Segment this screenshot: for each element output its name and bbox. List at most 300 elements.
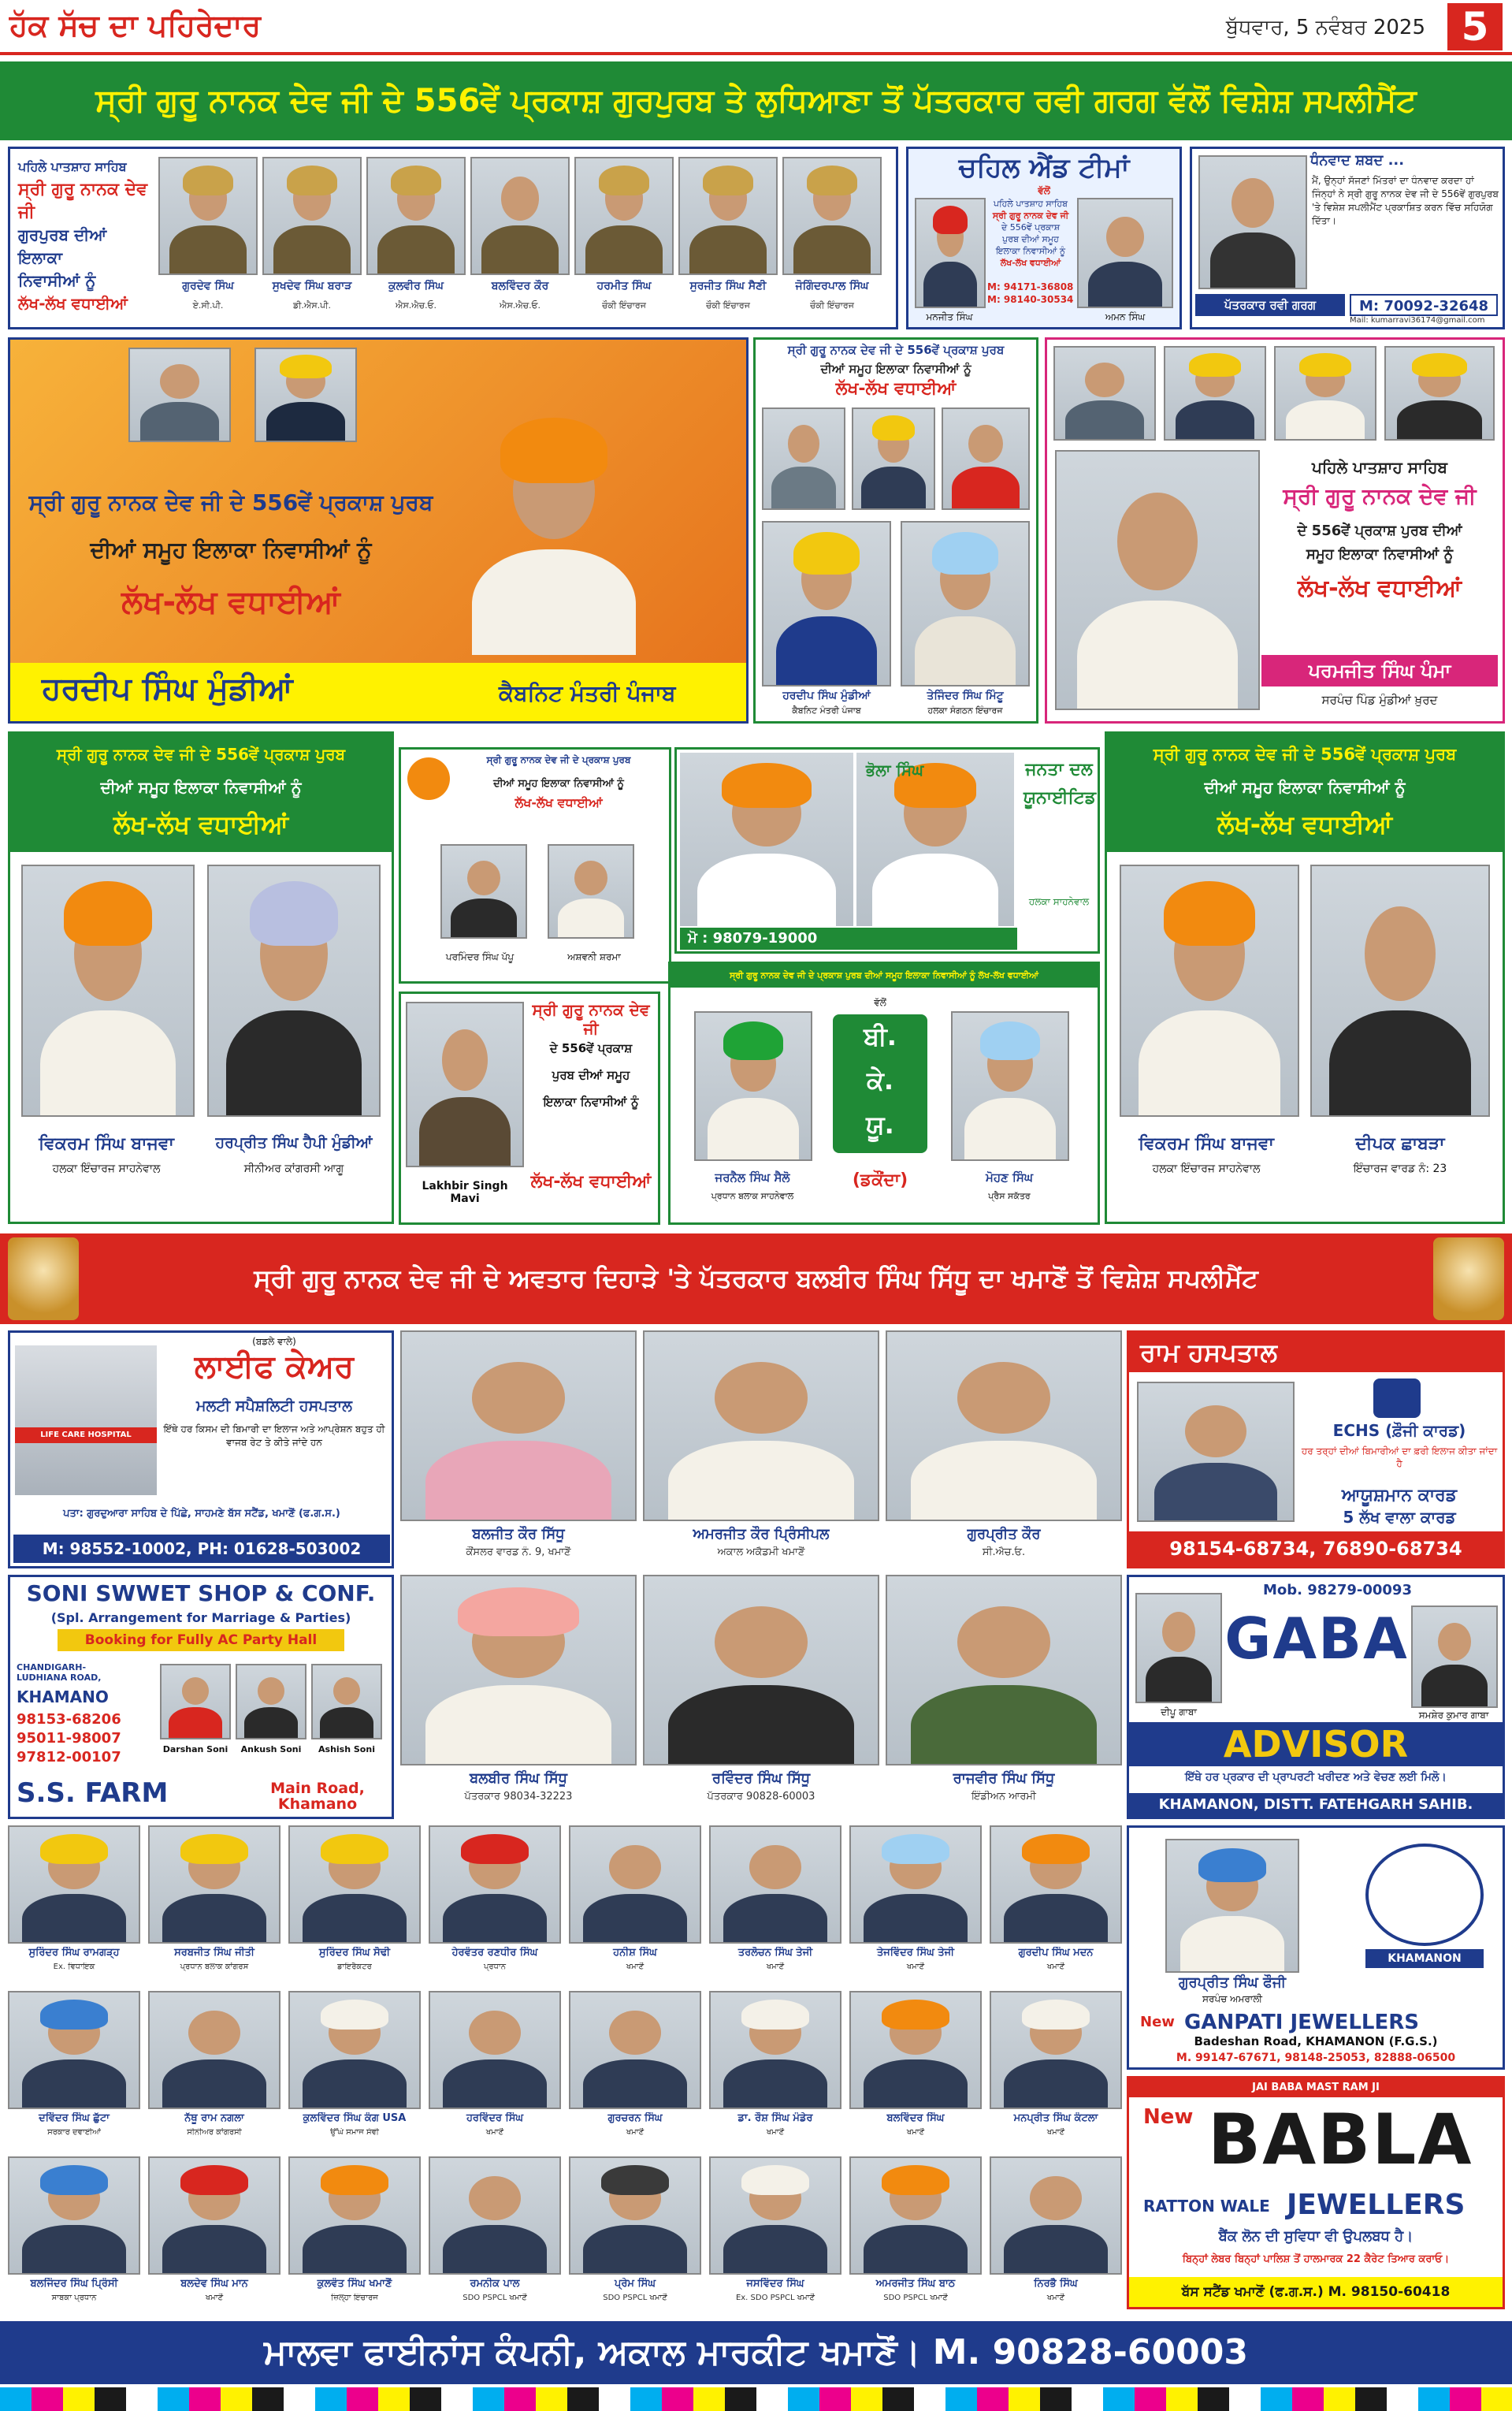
mann-photo [254, 348, 357, 442]
pamma-top-photo-1 [1053, 346, 1156, 441]
officer-role: ਐਸ.ਐਚ.ਓ. [396, 300, 437, 311]
chahal-line: ਸ੍ਰੀ ਗੁਰੂ ਨਾਨਕ ਦੇਵ ਜੀ [992, 210, 1069, 221]
chahal-text [987, 198, 1074, 269]
officer-name: ਹਰਮੀਤ ਸਿੰਘ [596, 280, 652, 292]
soni-farm: S.S. FARM [17, 1777, 169, 1809]
grid-photo [709, 2156, 841, 2275]
bajwa-left-line-1: ਸ੍ਰੀ ਗੁਰੂ ਨਾਨਕ ਦੇਵ ਜੀ ਦੇ 556ਵੇਂ ਪ੍ਰਕਾਸ਼ ਪੁਰਬ [56, 745, 346, 764]
bajwa-left-photo-1 [21, 865, 195, 1117]
bhola-name: ਭੋਲਾ ਸਿੰਘ [866, 761, 924, 779]
pamma-ad [1045, 337, 1505, 724]
middle-name-2: ਤੇਜਿੰਦਰ ਸਿੰਘ ਮਿੰਟੂ [927, 690, 1004, 702]
person-name: ਅਮਰਜੀਤ ਕੌਰ ਪ੍ਰਿੰਸੀਪਲ [693, 1526, 830, 1542]
grid-role: ਖਮਾਣੋਂ [1046, 1963, 1065, 1971]
bajwa-left-photo-2 [207, 865, 381, 1117]
grid-name: ਕੁਲਵੰਤ ਸਿੰਘ ਖਮਾਣੋਂ [317, 2278, 392, 2290]
soni-phone-1: 98153-68206 [17, 1711, 121, 1728]
person-role: ਪੱਤਰਕਾਰ 90828-60003 [707, 1791, 815, 1803]
soni-road: CHANDIGARH-LUDHIANA ROAD, [17, 1662, 102, 1683]
officer-name: ਬਲਵਿੰਦਰ ਕੌਰ [491, 280, 549, 292]
officer-photo [470, 157, 570, 275]
grid-name: ਤਰਲੋਚਨ ਸਿੰਘ ਤੇਜੀ [737, 1947, 813, 1959]
bjp-lotus-icon [407, 757, 450, 800]
grid-role: ਪ੍ਰਧਾਨ ਬਲਾਕ ਕਾਂਗਰਸ [180, 1963, 249, 1971]
grid-name: ਤੇਜਵਿੰਦਰ ਸਿੰਘ ਤੇਜੀ [876, 1947, 955, 1959]
person-photo [643, 1330, 879, 1521]
middle-line-2: ਦੀਆਂ ਸਮੂਹ ਇਲਾਕਾ ਨਿਵਾਸੀਆਂ ਨੂੰ [820, 362, 971, 376]
grid-role: ਖਮਾਣੋਂ [766, 1963, 785, 1971]
soni-booking: Booking for Fully AC Party Hall [58, 1629, 344, 1651]
chahal-ad [906, 147, 1182, 329]
middle-photo-5 [901, 521, 1030, 686]
mundian-photo [451, 403, 656, 655]
bku-banner: ਸ੍ਰੀ ਗੁਰੂ ਨਾਨਕ ਦੇਵ ਜੀ ਦੇ ਪ੍ਰਕਾਸ਼ ਪੁਰਬ ਦੀਆਂ ਸਮੂਹ ਇਲਾਕਾ ਨਿਵਾਸੀਆਂ ਨੂੰ ਲੱਖ-ਲੱਖ ਵਧਾਈਆਂ [671, 964, 1098, 988]
grid-photo [709, 1825, 841, 1944]
mavi-line-1: ਸ੍ਰੀ ਗੁਰੂ ਨਾਨਕ ਦੇਵ ਜੀ [532, 1000, 650, 1038]
grid-photo [8, 1991, 140, 2109]
ganpati-phone: M. 99147-67671, 98148-25053, 82888-06500 [1176, 2052, 1456, 2064]
officer-role: ਚੌਕੀ ਇੰਚਾਰਜ [706, 300, 750, 311]
bjp-ad [399, 747, 671, 984]
ram-title: ਰਾਮ ਹਸਪਤਾਲ [1129, 1333, 1503, 1372]
mavi-line-5: ਲੱਖ-ਲੱਖ ਵਧਾਈਆਂ [530, 1172, 652, 1192]
bajwa-left-line-3: ਲੱਖ-ਲੱਖ ਵਧਾਈਆਂ [113, 809, 289, 839]
ganpati-logo-icon [1365, 1844, 1484, 1946]
ganpati-badge: KHAMANON [1365, 1949, 1484, 1968]
grid-name: ਬਲਵਿੰਦਰ ਸਿੰਘ [886, 2112, 945, 2124]
ganpati-new: New [1140, 2014, 1175, 2030]
middle-name-1: ਹਰਦੀਪ ਸਿੰਘ ਮੁੰਡੀਆਂ [782, 690, 871, 702]
bajwa-right-photo-1 [1120, 865, 1299, 1117]
mavi-ad [399, 992, 660, 1225]
thanks-photo [1198, 155, 1307, 289]
babla-title: BABLA [1208, 2099, 1473, 2180]
bjp-photo-1 [440, 844, 527, 939]
greeting-line: ਸ੍ਰੀ ਗੁਰੂ ਨਾਨਕ ਦੇਵ ਜੀ [18, 180, 147, 222]
thanks-name: ਪੱਤਰਕਾਰ ਰਵੀ ਗਰਗ [1195, 294, 1345, 316]
bku-letter: ਯੂ. [866, 1110, 894, 1140]
soni-sub: (Spl. Arrangement for Marriage & Parties) [50, 1610, 351, 1625]
grid-role: ਖਮਾਣੋਂ [1046, 2294, 1065, 2302]
mundian-ad [8, 337, 749, 724]
grid-role: ਡਾਇਰੈਕਟਰ [337, 1963, 372, 1971]
ram-doctor-photo [1137, 1382, 1295, 1522]
grid-photo [849, 1991, 982, 2109]
bajwa-left-ad [8, 731, 394, 1224]
pamma-top-photo-4 [1384, 346, 1495, 441]
officer-role: ਡੀ.ਐਸ.ਪੀ. [292, 300, 332, 311]
paper-name: ਹੱਕ ਸੱਚ ਦਾ ਪਹਿਰੇਦਾਰ [9, 8, 262, 43]
soni-photo-3 [311, 1664, 382, 1739]
grid-photo [429, 1825, 561, 1944]
pamma-line-5: ਲੱਖ-ਲੱਖ ਵਧਾਈਆਂ [1297, 575, 1462, 602]
bajwa-left-name-1: ਵਿਕਰਮ ਸਿੰਘ ਬਾਜਵਾ [39, 1134, 174, 1154]
bhola-photo-1 [680, 753, 853, 926]
grid-name: ਮਨਪ੍ਰੀਤ ਸਿੰਘ ਕੰਟਲਾ [1013, 2112, 1098, 2124]
grid-name: ਹਰਵਿੰਦਰ ਸਿੰਘ [466, 2112, 524, 2124]
grid-name: ਸੁਰਿੰਦਰ ਸਿੰਘ ਰਾਮਗੜ੍ਹ [28, 1947, 120, 1959]
chahal-by: ਵੱਲੋਂ [1038, 185, 1050, 196]
soni-farm-address: Main Road, Khamano [270, 1780, 365, 1813]
bhola-area: ਹਲਕਾ ਸਾਹਨੇਵਾਲ [1028, 896, 1090, 907]
greeting-line: ਲੱਖ-ਲੱਖ ਵਧਾਈਆਂ [18, 294, 128, 313]
greeting-line: ਪਹਿਲੇ ਪਾਤਸ਼ਾਹ ਸਾਹਿਬ [18, 159, 127, 174]
bku-logo [833, 1014, 927, 1153]
grid-role: ਜ਼ਿਲ੍ਹਾ ਇੰਚਾਰਜ [331, 2294, 378, 2302]
chahal-photo-2 [1077, 198, 1173, 308]
lifecare-phone: M: 98552-10002, PH: 01628-503002 [13, 1535, 390, 1563]
grid-role: ਖਮਾਣੋਂ [485, 2128, 504, 2137]
grid-photo [569, 2156, 701, 2275]
grid-photo [8, 1825, 140, 1944]
grid-role: Ex. SDO PSPCL ਖਮਾਣੋਂ [735, 2294, 815, 2302]
person-name: ਬਲਬੀਰ ਸਿੰਘ ਸਿੱਧੂ [469, 1770, 568, 1787]
pamma-line-3: ਦੇ 556ਵੇਂ ਪ੍ਰਕਾਸ਼ ਪੁਰਬ ਦੀਆਂ [1297, 523, 1462, 539]
chahal-line: ਦੇ 556ਵੇਂ ਪ੍ਰਕਾਸ਼ [1001, 222, 1061, 233]
middle-line-3: ਲੱਖ-ਲੱਖ ਵਧਾਈਆਂ [835, 379, 957, 399]
bajwa-right-line-3: ਲੱਖ-ਲੱਖ ਵਧਾਈਆਂ [1217, 809, 1393, 839]
grid-name: ਪ੍ਰੇਮ ਸਿੰਘ [614, 2278, 656, 2290]
bajwa-right-role-1: ਹਲਕਾ ਇੰਚਾਰਜ ਸਾਹਨੇਵਾਲ [1152, 1163, 1261, 1175]
chahal-title: ਚਹਿਲ ਐਂਡ ਟੀਮਾਂ [958, 152, 1130, 184]
grid-name: ਹੇਰਵੰਤਰ ਰਣਧੀਰ ਸਿੰਘ [451, 1947, 538, 1959]
ganpati-address: Badeshan Road, KHAMANON (F.G.S.) [1194, 2034, 1438, 2048]
thanks-email: Mail: kumarravi36174@gmail.com [1350, 316, 1485, 325]
middle-photo-2 [852, 407, 935, 510]
grid-role: SDO PSPCL ਖਮਾਣੋਂ [463, 2294, 527, 2302]
gaba-photo-1 [1135, 1593, 1222, 1703]
person-photo [643, 1575, 879, 1765]
grid-photo [288, 1991, 421, 2109]
ganpati-person: ਗੁਰਪ੍ਰੀਤ ਸਿੰਘ ਫੌਜੀ [1178, 1974, 1287, 1991]
pamma-line-2: ਸ੍ਰੀ ਗੁਰੂ ਨਾਨਕ ਦੇਵ ਜੀ [1283, 483, 1477, 509]
middle-line-1: ਸ੍ਰੀ ਗੁਰੂ ਨਾਨਕ ਦੇਵ ਜੀ ਦੇ 556ਵੇਂ ਪ੍ਰਕਾਸ਼ ਪੁਰਬ [787, 343, 1005, 357]
pamma-line-4: ਸਮੂਹ ਇਲਾਕਾ ਨਿਵਾਸੀਆਂ ਨੂੰ [1306, 546, 1454, 563]
ram-card: 5 ਲੱਖ ਵਾਲਾ ਕਾਰਡ [1343, 1508, 1456, 1527]
bajwa-left-line-2: ਦੀਆਂ ਸਮੂਹ ਇਲਾਕਾ ਨਿਵਾਸੀਆਂ ਨੂੰ [100, 778, 302, 797]
grid-role: ਖਮਾਣੋਂ [906, 1963, 925, 1971]
greeting-line: ਨਿਵਾਸੀਆਂ ਨੂੰ [18, 271, 96, 290]
army-emblem-icon [1373, 1379, 1421, 1418]
ram-echs: ECHS (ਫ਼ੌਜੀ ਕਾਰਡ) [1332, 1421, 1466, 1440]
soni-name-2: Ankush Soni [240, 1744, 302, 1754]
lifecare-building [15, 1345, 157, 1495]
pamma-top-photo-2 [1164, 346, 1266, 441]
soni-title: SONI SWWET SHOP & CONF. [26, 1580, 376, 1606]
grid-photo [288, 1825, 421, 1944]
grid-name: ਸਰਬਜੀਤ ਸਿੰਘ ਜੀਤੀ [174, 1947, 254, 1959]
babla-desc: ਬਿਨ੍ਹਾਂ ਲੇਬਰ ਬਿਨ੍ਹਾਂ ਪਾਲਿਸ਼ ਤੋਂ ਹਾਲਮਾਰਕ 22 ਕੈਰੇਟ ਤਿਆਰ ਕਰਾਓ। [1182, 2253, 1450, 2265]
pamma-top-photo-3 [1274, 346, 1376, 441]
gaba-person-2: ਸਮਸ਼ੇਰ ਕੁਮਾਰ ਗਾਬਾ [1418, 1710, 1489, 1721]
officer-role: ਏ.ਸੀ.ਪੀ. [192, 300, 224, 311]
babla-top: JAI BABA MAST RAM JI [1129, 2078, 1503, 2097]
officer-photo [158, 157, 258, 275]
bjp-name-2: ਅਸ਼ਵਨੀ ਸ਼ਰਮਾ [567, 951, 621, 962]
grid-name: ਨਿਰਭੈ ਸਿੰਘ [1034, 2278, 1078, 2290]
guru-image-right [1433, 1237, 1504, 1320]
grid-photo [569, 1991, 701, 2109]
mavi-line-2: ਦੇ 556ਵੇਂ ਪ੍ਰਕਾਸ਼ [549, 1041, 633, 1055]
grid-name: ਜਸਵਿੰਦਰ ਸਿੰਘ [746, 2278, 804, 2290]
mundian-role: ਕੈਬਨਿਟ ਮੰਤਰੀ ਪੰਜਾਬ [499, 680, 676, 706]
lifecare-sign: LIFE CARE HOSPITAL [15, 1427, 157, 1443]
bhola-ad [674, 747, 1100, 954]
chahal-name-1: ਮਨਜੀਤ ਸਿੰਘ [926, 311, 973, 322]
grid-photo [288, 2156, 421, 2275]
grid-role: ਖਮਾਣੋਂ [906, 2128, 925, 2137]
mundian-line-1: ਸ੍ਰੀ ਗੁਰੂ ਨਾਨਕ ਦੇਵ ਜੀ ਦੇ 556ਵੇਂ ਪ੍ਰਕਾਸ਼ ਪੁਰਬ [28, 489, 433, 515]
person-name: ਰਵਿੰਦਰ ਸਿੰਘ ਸਿੱਧੂ [711, 1770, 811, 1787]
bku-letter: ਬੀ. [864, 1021, 897, 1051]
bku-faction: (ਡਕੌਂਦਾ) [852, 1170, 908, 1190]
thanks-phone: M: 70092-32648 [1350, 294, 1498, 316]
officer-photo [678, 157, 778, 275]
soni-photo-1 [160, 1664, 231, 1739]
officer-name: ਕੁਲਵੀਰ ਸਿੰਘ [388, 280, 444, 292]
ganpati-person-role: ਸਰਪੰਚ ਅਮਰਾਲੀ [1202, 1993, 1262, 2004]
soni-phone-2: 95011-98007 [17, 1730, 121, 1747]
thanks-body: ਮੈਂ, ਉਨ੍ਹਾਂ ਸੱਜਣਾਂ ਮਿੱਤਰਾਂ ਦਾ ਧੰਨਵਾਦ ਕਰਦਾ ਹਾਂ ਜਿੰਨ੍ਹਾਂ ਨੇ ਸ੍ਰੀ ਗੁਰੂ ਨਾਨਕ ਦੇਵ ਜੀ ਦੇ 556ਵੇਂ ਗੁਰਪੁਰਬ 'ਤੇ ਵਿਸ਼ੇਸ਼ ਸਪਲੀਮੈਂਟ ਪ੍ਰਕਾਸ਼ਿਤ ਕਰਨ ਵਿੱਚ ਸਹਿਯੋਗ ਦਿੱਤਾ। [1312, 175, 1499, 226]
chahal-line: ਪੁਰਬ ਦੀਆਂ ਸਮੂਹ [1002, 234, 1059, 244]
guru-image-left [8, 1237, 79, 1320]
officer-role: ਚੌਕੀ ਇੰਚਾਰਜ [810, 300, 854, 311]
ram-ayushman: ਆਯੂਸ਼ਮਾਨ ਕਾਰਡ [1341, 1486, 1458, 1505]
pamma-name: ਪਰਮਜੀਤ ਸਿੰਘ ਪੰਮਾ [1261, 655, 1498, 686]
grid-role: ਖਮਾਣੋਂ [1046, 2128, 1065, 2137]
grid-name: ਬਲਦੇਵ ਸਿੰਘ ਮਾਨ [180, 2278, 248, 2290]
middle-ad [753, 337, 1038, 724]
middle-role-1: ਕੈਬਨਿਟ ਮੰਤਰੀ ਪੰਜਾਬ [792, 705, 861, 716]
chahal-line: ਲੱਖ-ਲੱਖ ਵਧਾਈਆਂ [1000, 258, 1061, 268]
babla-ad [1127, 2076, 1505, 2309]
grid-name: ਅਮਰਜੀਤ ਸਿੰਘ ਬਾਠ [875, 2278, 956, 2290]
mavi-name: Lakhbir Singh Mavi [422, 1180, 508, 1205]
grid-role: ਪ੍ਰਧਾਨ [483, 1963, 507, 1971]
person-role: ਇੰਡੀਅਨ ਆਰਮੀ [971, 1791, 1036, 1803]
mavi-line-3: ਪੁਰਬ ਦੀਆਂ ਸਮੂਹ [552, 1068, 630, 1082]
grid-role: ਖਮਾਣੋਂ [205, 2294, 224, 2302]
bajwa-right-name-2: ਦੀਪਕ ਛਾਬੜਾ [1355, 1134, 1445, 1154]
bku-letter: ਕੇ. [867, 1066, 893, 1096]
chahal-photo-1 [915, 198, 986, 308]
grid-photo [429, 2156, 561, 2275]
thanks-title: ਧੰਨਵਾਦ ਸ਼ਬਦ ... [1310, 152, 1405, 169]
person-photo [886, 1575, 1122, 1765]
pamma-line-1: ਪਹਿਲੇ ਪਾਤਸ਼ਾਹ ਸਾਹਿਬ [1311, 458, 1448, 477]
person-photo [400, 1575, 637, 1765]
officer-name: ਸੁਰਜੀਤ ਸਿੰਘ ਸੈਣੀ [689, 280, 767, 292]
masthead [0, 0, 1512, 55]
ram-hospital-ad [1127, 1330, 1505, 1568]
babla-loan: ਬੈਂਕ ਲੋਨ ਦੀ ਸੁਵਿਧਾ ਵੀ ਉਪਲਬਧ ਹੈ। [1218, 2228, 1414, 2245]
bajwa-right-line-1: ਸ੍ਰੀ ਗੁਰੂ ਨਾਨਕ ਦੇਵ ਜੀ ਦੇ 556ਵੇਂ ਪ੍ਰਕਾਸ਼ ਪੁਰਬ [1153, 745, 1457, 764]
pamma-role: ਸਰਪੰਚ ਪਿੰਡ ਮੁੰਡੀਆਂ ਖ਼ੁਰਦ [1321, 693, 1438, 707]
officer-role: ਐਸ.ਐਚ.ਓ. [500, 300, 541, 311]
police-ad [8, 147, 898, 329]
bjp-name-1: ਪਰਮਿੰਦਰ ਸਿੰਘ ਪੱਪੂ [445, 951, 515, 962]
lifecare-address: ਪਤਾ: ਗੁਰਦੁਆਰਾ ਸਾਹਿਬ ਦੇ ਪਿੱਛੇ, ਸਾਹਮਣੇ ਬੱਸ ਸਟੈਂਡ, ਖਮਾਣੋਂ (ਫ.ਗ.ਸ.) [63, 1508, 340, 1520]
mavi-line-4: ਇਲਾਕਾ ਨਿਵਾਸੀਆਂ ਨੂੰ [543, 1095, 639, 1109]
person-role: ਅਕਾਲ ਅਕੈਡਮੀ ਖਮਾਣੋਂ [717, 1546, 805, 1558]
bku-name-2: ਮੋਹਣ ਸਿੰਘ [985, 1170, 1034, 1185]
bajwa-right-ad [1105, 731, 1505, 1224]
gaba-photo-2 [1411, 1605, 1498, 1708]
gaba-advisor: ADVISOR [1129, 1722, 1503, 1766]
person-role: ਪੱਤਰਕਾਰ 98034-32223 [464, 1791, 573, 1803]
grid-photo [569, 1825, 701, 1944]
officer-name: ਜੋਗਿੰਦਰਪਾਲ ਸਿੰਘ [795, 280, 869, 292]
grid-name: ਨੱਥੂ ਰਾਮ ਨਗਲਾ [184, 2112, 244, 2124]
grid-name: ਬਲਜਿੰਦਰ ਸਿੰਘ ਪ੍ਰਿੰਸੀ [30, 2278, 118, 2290]
bhola-party: ਜਨਤਾ ਦਲ ਯੂਨਾਈਟਿਡ [1023, 760, 1097, 808]
bjp-line-3: ਲੱਖ-ਲੱਖ ਵਧਾਈਆਂ [515, 795, 603, 810]
grid-photo [990, 1825, 1122, 1944]
grid-role: Ex. ਵਿਧਾਇਕ [53, 1963, 95, 1971]
page-number: 5 [1447, 3, 1503, 50]
officer-name: ਗੁਰਦੇਵ ਸਿੰਘ [182, 280, 234, 292]
ram-phone: 98154-68734, 76890-68734 [1129, 1531, 1503, 1566]
bku-photo-1 [694, 1011, 812, 1161]
grid-name: ਗੁਰਚਰਨ ਸਿੰਘ [607, 2112, 663, 2124]
section2-banner: ਸ੍ਰੀ ਗੁਰੂ ਨਾਨਕ ਦੇਵ ਜੀ ਦੇ ਅਵਤਾਰ ਦਿਹਾੜੇ 'ਤੇ ਪੱਤਰਕਾਰ ਬਲਬੀਰ ਸਿੰਘ ਸਿੱਧੂ ਦਾ ਖਮਾਣੋਂ ਤੋਂ ਵਿਸ਼ੇਸ਼ ਸਪਲੀਮੈਂਟ [254, 1263, 1258, 1293]
grid-role: ਖਮਾਣੋਂ [766, 2128, 785, 2137]
person-name: ਬਲਜੀਤ ਕੌਰ ਸਿੱਧੂ [472, 1526, 565, 1542]
grid-photo [849, 1825, 982, 1944]
soni-photo-2 [236, 1664, 306, 1739]
soni-name-1: Darshan Soni [162, 1744, 228, 1754]
thanks-ad [1190, 147, 1505, 329]
grid-name: ਗੁਰਦੀਪ ਸਿੰਘ ਮਦਨ [1018, 1947, 1094, 1959]
bajwa-left-role-2: ਸੀਨੀਅਰ ਕਾਂਗਰਸੀ ਆਗੂ [243, 1163, 344, 1175]
babla-new: New [1143, 2105, 1194, 2129]
lifecare-desc: ਇੱਥੇ ਹਰ ਕਿਸਮ ਦੀ ਬਿਮਾਰੀ ਦਾ ਇਲਾਜ ਅਤੇ ਆਪ੍ਰੇਸ਼ਨ ਬਹੁਤ ਹੀ ਵਾਜਬ ਰੇਟ ਤੇ ਕੀਤੇ ਜਾਂਦੇ ਹਨ [163, 1423, 385, 1448]
middle-role-2: ਹਲਕਾ ਸੰਗਠਨ ਇੰਚਾਰਜ [927, 705, 1003, 716]
pamma-main-photo [1055, 450, 1260, 710]
person-role: ਸੀ.ਐਚ.ਓ. [982, 1546, 1026, 1558]
gaba-ad [1127, 1575, 1505, 1819]
bku-by: ਵੱਲੋਂ [874, 997, 886, 1008]
bajwa-left-name-2: ਹਰਪ੍ਰੀਤ ਸਿੰਘ ਹੈਪੀ ਮੁੰਡੀਆਂ [215, 1134, 373, 1152]
lifecare-subtitle: ਮਲਟੀ ਸਪੈਸ਼ਲਿਟੀ ਹਸਪਤਾਲ [196, 1397, 352, 1415]
bku-name-1: ਜਰਨੈਲ ਸਿੰਘ ਸੈਲੋ [715, 1170, 790, 1185]
soni-shop-ad [8, 1575, 394, 1819]
grid-photo [148, 1991, 280, 2109]
middle-photo-3 [942, 407, 1030, 510]
gaba-address: KHAMANON, DISTT. FATEHGARH SAHIB. [1129, 1793, 1503, 1817]
mundian-line-3: ਲੱਖ-ਲੱਖ ਵਧਾਈਆਂ [121, 584, 340, 620]
grid-photo [429, 1991, 561, 2109]
bajwa-right-line-2: ਦੀਆਂ ਸਮੂਹ ਇਲਾਕਾ ਨਿਵਾਸੀਆਂ ਨੂੰ [1204, 778, 1406, 797]
police-greeting [18, 155, 156, 315]
babla-address: ਬੱਸ ਸਟੈਂਡ ਖਮਾਣੋਂ (ਫ.ਗ.ਸ.) M. 98150-60418 [1129, 2277, 1503, 2307]
grid-photo [148, 1825, 280, 1944]
officer-name: ਸੁਖਦੇਵ ਸਿੰਘ ਬਰਾੜ [272, 280, 352, 292]
grid-role: ਸਾਬਕਾ ਪ੍ਰਧਾਨ [51, 2294, 97, 2302]
bjp-line-1: ਸ੍ਰੀ ਗੁਰੂ ਨਾਨਕ ਦੇਵ ਜੀ ਦੇ ਪ੍ਰਕਾਸ਼ ਪੁਰਬ [486, 754, 631, 765]
grid-photo [990, 2156, 1122, 2275]
mundian-name: ਹਰਦੀਪ ਸਿੰਘ ਮੁੰਡੀਆਂ [42, 671, 293, 707]
lifecare-ad [8, 1330, 394, 1568]
grid-photo [709, 1991, 841, 2109]
grid-name: ਕੁਲਵਿੰਦਰ ਸਿੰਘ ਕੰਗ USA [303, 2112, 407, 2124]
soni-name-3: Ashish Soni [318, 1744, 375, 1754]
chahal-name-2: ਅਮਨ ਸਿੰਘ [1105, 311, 1146, 322]
bajwa-right-role-2: ਇੰਚਾਰਜ ਵਾਰਡ ਨੰ: 23 [1353, 1163, 1447, 1175]
grid-name: ਹਨੀਸ਼ ਸਿੰਘ [613, 1947, 657, 1959]
bhola-phone: ਮੋ : 98079-19000 [680, 928, 1017, 950]
ganpati-photo [1165, 1839, 1299, 1973]
person-name: ਰਾਜਵੀਰ ਸਿੰਘ ਸਿੱਧੂ [953, 1770, 1055, 1787]
officer-photo [262, 157, 362, 275]
chahal-line: ਇਲਾਕਾ ਨਿਵਾਸੀਆਂ ਨੂੰ [995, 246, 1066, 256]
gaba-mob: Mob. 98279-00093 [1263, 1582, 1412, 1598]
bajwa-left-role-1: ਹਲਕਾ ਇੰਚਾਰਜ ਸਾਹਨੇਵਾਲ [52, 1163, 161, 1175]
grid-photo [148, 2156, 280, 2275]
ram-desc: ਹਰ ਤਰ੍ਹਾਂ ਦੀਆਂ ਬਿਮਾਰੀਆਂ ਦਾ ਫ਼ਰੀ ਇਲਾਜ ਕੀਤਾ ਜਾਂਦਾ ਹੈ [1301, 1445, 1498, 1469]
babla-ratton: RATTON WALE [1143, 2197, 1270, 2216]
section1-banner: ਸ੍ਰੀ ਗੁਰੂ ਨਾਨਕ ਦੇਵ ਜੀ ਦੇ 556ਵੇਂ ਪ੍ਰਕਾਸ਼ ਗੁਰਪੁਰਬ ਤੇ ਲੁਧਿਆਣਾ ਤੋਂ ਪੱਤਰਕਾਰ ਰਵੀ ਗਰਗ ਵੱਲੋਂ ਵਿਸ਼ੇਸ਼ ਸਪਲੀਮੈਂਟ [0, 61, 1512, 140]
person-photo [886, 1330, 1122, 1521]
ganpati-ad [1127, 1825, 1505, 2070]
grid-role: ਖਮਾਣੋਂ [626, 2128, 645, 2137]
bku-role-2: ਪ੍ਰੈਸ ਸਕੱਤਰ [988, 1191, 1031, 1201]
officer-role: ਚੌਕੀ ਇੰਚਾਰਜ [602, 300, 646, 311]
grid-role: ਸੀਨੀਅਰ ਕਾਂਗਰਸੀ [187, 2128, 242, 2137]
gaba-desc: ਇੱਥੇ ਹਰ ਪ੍ਰਕਾਰ ਦੀ ਪ੍ਰਾਪਰਟੀ ਖਰੀਦਣ ਅਤੇ ਵੇਚਣ ਲਈ ਮਿਲੋ। [1185, 1771, 1447, 1784]
officer-photo [574, 157, 674, 275]
bku-ad [668, 962, 1100, 1225]
chahal-phone-1: M: 94171-36808 [987, 281, 1074, 292]
lifecare-title: ਲਾਈਫ ਕੇਅਰ [194, 1349, 355, 1385]
chahal-phone-2: M: 98140-30534 [987, 294, 1074, 305]
mundian-line-2: ਦੀਆਂ ਸਮੂਹ ਇਲਾਕਾ ਨਿਵਾਸੀਆਂ ਨੂੰ [90, 537, 372, 563]
person-role: ਕੌਂਸਲਰ ਵਾਰਡ ਨੰ. 9, ਖਮਾਣੋਂ [466, 1546, 571, 1558]
grid-photo [990, 1991, 1122, 2109]
officer-photo [782, 157, 882, 275]
bku-role-1: ਪ੍ਰਧਾਨ ਬਲਾਕ ਸਾਹਨੇਵਾਲ [711, 1191, 794, 1201]
gaba-person-1: ਦੀਪੂ ਗਾਬਾ [1161, 1706, 1197, 1717]
grid-photo [8, 2156, 140, 2275]
grid-role: ਸਰਕਾਰ ਦਵਾਈਆਂ [47, 2128, 101, 2137]
bajwa-right-photo-2 [1310, 865, 1490, 1117]
bku-photo-2 [951, 1011, 1069, 1161]
issue-date: ਬੁੱਧਵਾਰ, 5 ਨਵੰਬਰ 2025 [1225, 16, 1425, 39]
grid-photo [849, 2156, 982, 2275]
middle-photo-1 [762, 407, 845, 510]
soni-town: KHAMANO [17, 1687, 109, 1706]
greeting-line: ਗੁਰਪੁਰਬ ਦੀਆਂ ਇਲਾਕਾ [18, 225, 107, 267]
bajwa-right-name-1: ਵਿਕਰਮ ਸਿੰਘ ਬਾਜਵਾ [1139, 1134, 1274, 1154]
bjp-photo-2 [548, 844, 634, 939]
grid-name: ਰਮਨੀਕ ਪਾਲ [470, 2278, 520, 2290]
person-name: ਗੁਰਪ੍ਰੀਤ ਕੌਰ [967, 1526, 1041, 1542]
mavi-photo [406, 1002, 524, 1167]
grid-role: SDO PSPCL ਖਮਾਣੋਂ [883, 2294, 948, 2302]
color-bar [0, 2387, 1512, 2411]
gaba-logo: GABA [1224, 1605, 1409, 1672]
grid-name: ਦਵਿੰਦਰ ਸਿੰਘ ਛੁੱਟਾ [39, 2112, 110, 2124]
chahal-line: ਪਹਿਲੇ ਪਾਤਸ਼ਾਹ ਸਾਹਿਬ [994, 199, 1068, 209]
grid-role: ਖਮਾਣੋਂ [626, 1963, 645, 1971]
ganpati-title: GANPATI JEWELLERS [1184, 2011, 1419, 2034]
kejriwal-photo [128, 348, 231, 442]
officer-photo [366, 157, 466, 275]
babla-jewellers: JEWELLERS [1287, 2189, 1466, 2221]
lifecare-tag: (ਬਡਲੇ ਵਾਲੇ) [252, 1336, 296, 1347]
grid-role: ਉੱਘੇ ਸਮਾਜ ਸੇਵੀ [330, 2128, 379, 2137]
grid-role: SDO PSPCL ਖਮਾਣੋਂ [603, 2294, 667, 2302]
